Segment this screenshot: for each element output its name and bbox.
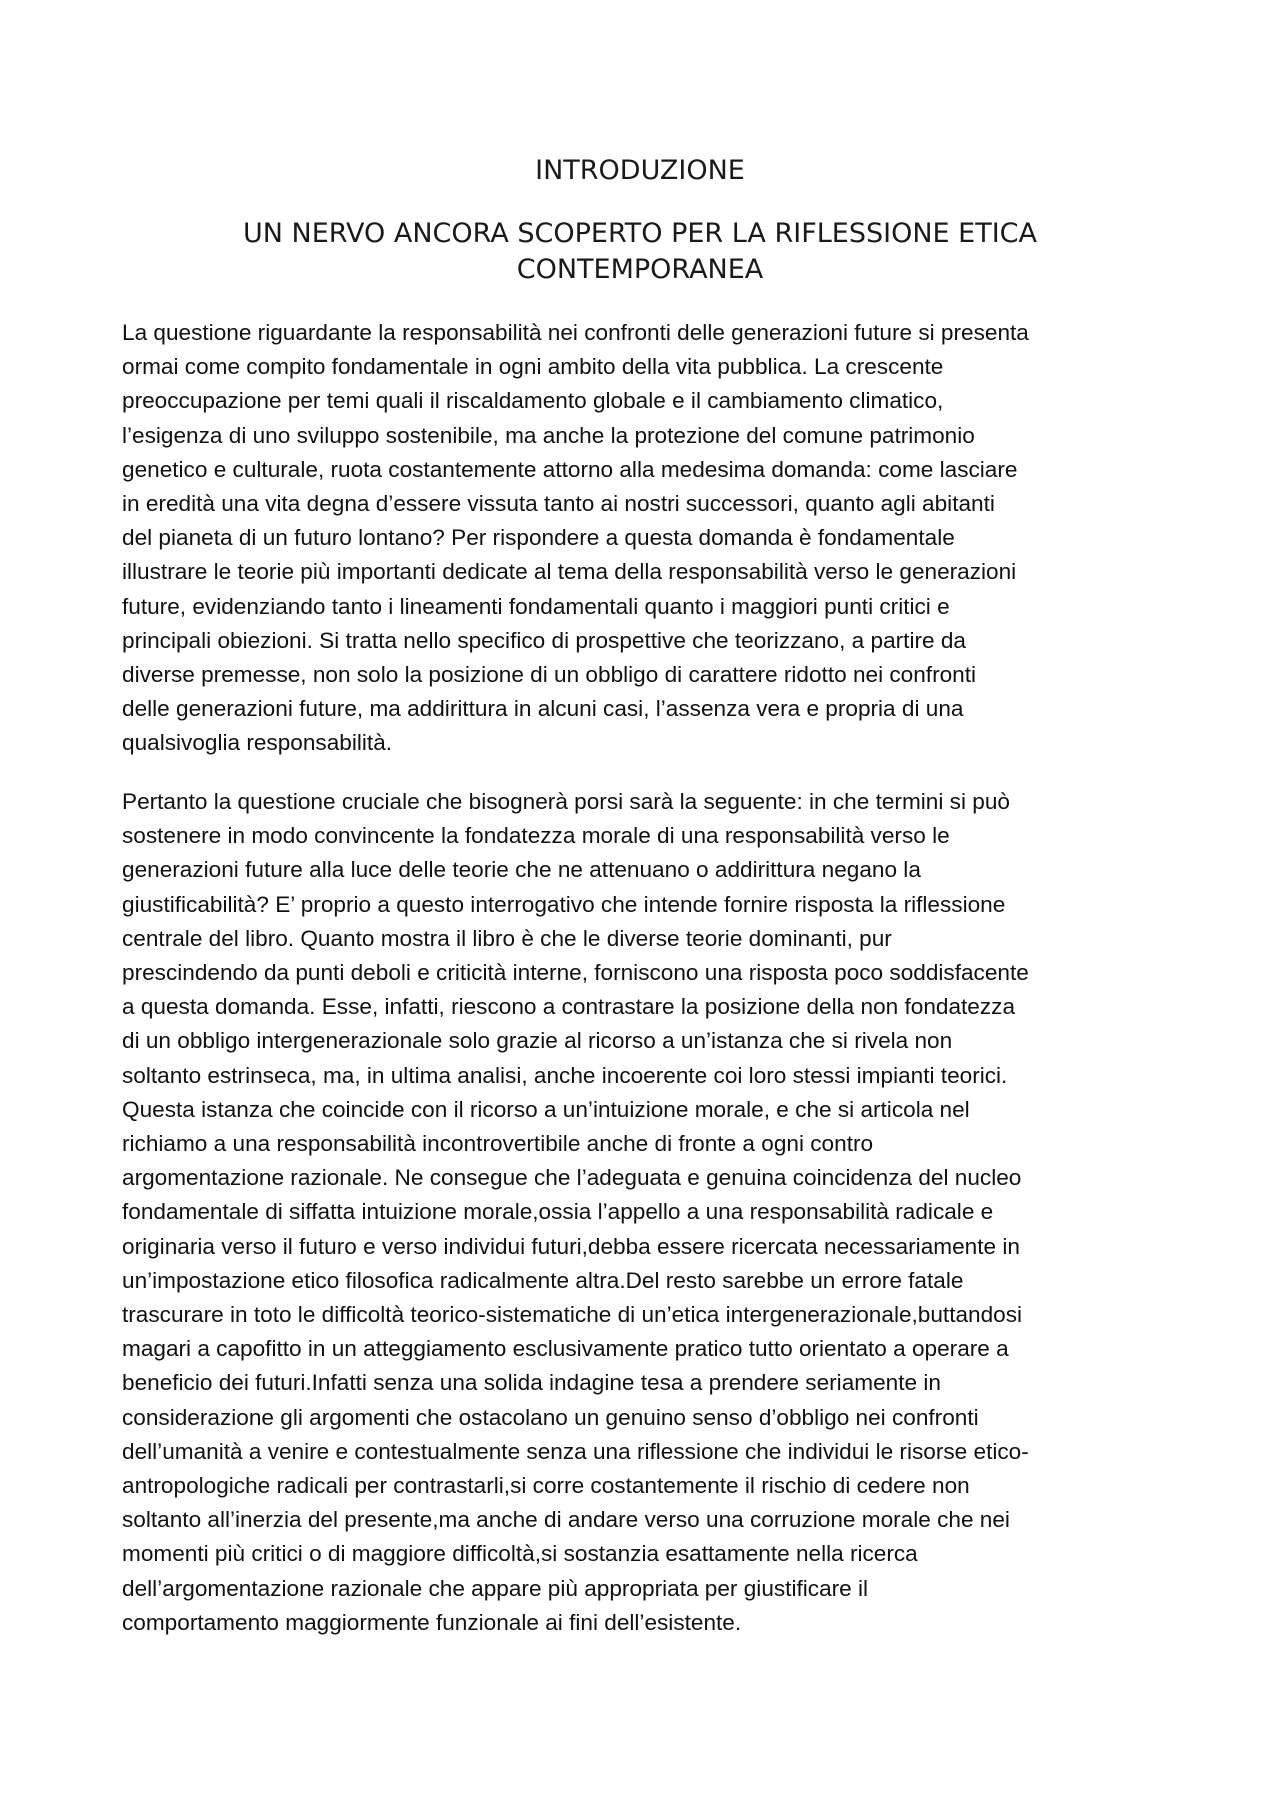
text-line: di un obbligo intergenerazionale solo grazie al ricorso a un’istanza che si rivela non: [122, 1028, 953, 1054]
text-line: generazioni future alla luce delle teorie che ne attenuano o addirittura negano la: [122, 857, 921, 883]
text-line: illustrare le teorie più importanti dedicate al tema della responsabilità verso le generazioni: [122, 559, 1017, 585]
text-line: a questa domanda. Esse, infatti, riescono a contrastare la posizione della non fondatezza: [122, 994, 1016, 1020]
text-line: Pertanto la questione cruciale che bisognerà porsi sarà la seguente: in che termini si può: [122, 789, 1010, 814]
text-line: del pianeta di un futuro lontano? Per rispondere a questa domanda è fondamentale: [122, 525, 955, 551]
text-line: qualsivoglia responsabilità.: [122, 730, 393, 756]
text-line: principali obiezioni. Si tratta nello specifico di prospettive che teorizzano, a partire da: [122, 627, 966, 653]
paragraph-1: [122, 316, 1172, 761]
text-line: delle generazioni future, ma addirittura in alcuni casi, l’assenza vera e propria di una: [122, 696, 964, 722]
text-line: momenti più critici o di maggiore difficoltà,si sostanzia esattamente nella ricerca: [122, 1541, 918, 1567]
subtitle-line: UN NERVO ANCORA SCOPERTO PER LA RIFLESSIONE ETICA: [242, 218, 1038, 249]
text-line: argomentazione razionale. Ne consegue che l’adeguata e genuina coincidenza del nucleo: [122, 1165, 1022, 1191]
text-line: future, evidenziando tanto i lineamenti fondamentali quanto i maggiori punti critici e: [122, 593, 950, 619]
text-line: diverse premesse, non solo la posizione di un obbligo di carattere ridotto nei confronti: [122, 662, 977, 688]
text-line: l’esigenza di uno sviluppo sostenibile, ma anche la protezione del comune patrimonio: [122, 422, 975, 448]
text-line: originaria verso il futuro e verso individui futuri,debba essere ricercata necessariamente in: [122, 1233, 1020, 1259]
text-line: La questione riguardante la responsabilità nei confronti delle generazioni future si presenta: [122, 320, 1029, 345]
text-line: dell’argomentazione razionale che appare più appropriata per giustificare il: [122, 1575, 869, 1601]
text-line: giustificabilità? E’ proprio a questo interrogativo che intende fornire risposta la riflessione: [122, 891, 1006, 917]
text-line: comportamento maggiormente funzionale ai fini dell’esistente.: [122, 1609, 742, 1635]
section-title: INTRODUZIONE: [535, 155, 745, 186]
text-line: ormai come compito fondamentale in ogni ambito della vita pubblica. La crescente: [122, 354, 944, 380]
text-line: genetico e culturale, ruota costantemente attorno alla medesima domanda: come lasciare: [122, 456, 1018, 482]
text-line: preoccupazione per temi quali il riscaldamento globale e il cambiamento climatico,: [122, 388, 944, 414]
text-line: soltanto estrinseca, ma, in ultima analisi, anche incoerente coi loro stessi impianti teorici.: [122, 1062, 1008, 1088]
text-line: in eredità una vita degna d’essere vissuta tanto ai nostri successori, quanto agli abitanti: [122, 491, 995, 517]
text-line: antropologiche radicali per contrastarli,si corre costantemente il rischio di cedere non: [122, 1473, 970, 1499]
text-line: dell’umanità a venire e contestualmente senza una riflessione che individui le risorse etico-: [122, 1438, 1029, 1464]
text-line: trascurare in toto le difficoltà teorico-sistematiche di un’etica intergenerazionale,buttandosi: [122, 1302, 1023, 1328]
paragraph-2: [122, 785, 1172, 1640]
text-line: sostenere in modo convincente la fondatezza morale di una responsabilità verso le: [122, 823, 950, 849]
text-line: magari a capofitto in un atteggiamento esclusivamente pratico tutto orientato a operare a: [122, 1336, 1009, 1362]
subtitle: [190, 216, 1090, 288]
text-line: fondamentale di siffatta intuizione morale,ossia l’appello a una responsabilità radicale e: [122, 1199, 994, 1225]
subtitle-line: CONTEMPORANEA: [516, 254, 764, 285]
text-line: considerazione gli argomenti che ostacolano un genuino senso d’obbligo nei confronti: [122, 1404, 979, 1430]
text-line: Questa istanza che coincide con il ricorso a un’intuizione morale, e che si articola nel: [122, 1096, 970, 1122]
text-line: centrale del libro. Quanto mostra il libro è che le diverse teorie dominanti, pur: [122, 925, 892, 951]
text-line: prescindendo da punti deboli e criticità interne, forniscono una risposta poco soddisfacente: [122, 960, 1029, 986]
text-line: un’impostazione etico filosofica radicalmente altra.Del resto sarebbe un errore fatale: [122, 1267, 964, 1293]
text-line: richiamo a una responsabilità incontrovertibile anche di fronte a ogni contro: [122, 1131, 874, 1157]
text-line: soltanto all’inerzia del presente,ma anche di andare verso una corruzione morale che nei: [122, 1507, 1010, 1533]
text-line: beneficio dei futuri.Infatti senza una solida indagine tesa a prendere seriamente in: [122, 1370, 941, 1396]
